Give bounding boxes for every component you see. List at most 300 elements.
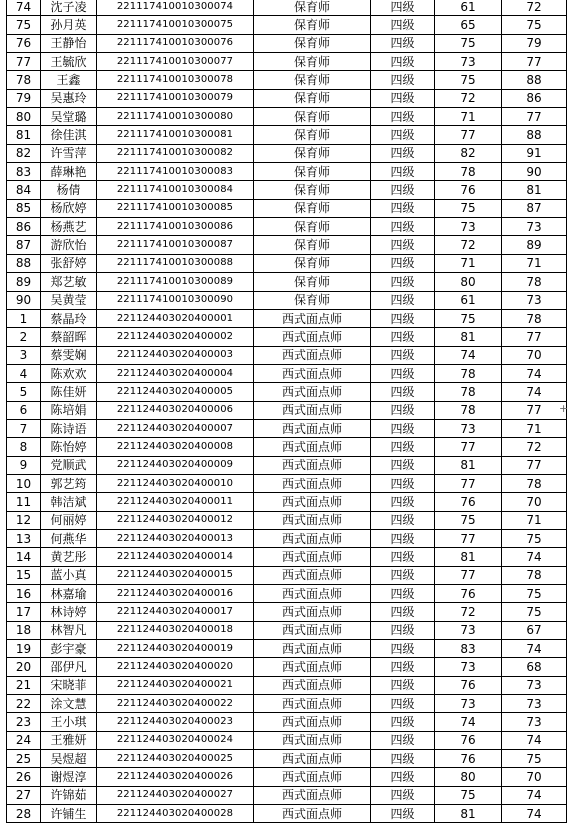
exam-id-cell[interactable]: 221124403020400020 [97,658,254,676]
occupation-cell[interactable]: 西式面点师 [254,456,371,474]
occupation-cell[interactable]: 西式面点师 [254,474,371,492]
exam-id-cell[interactable]: 221124403020400017 [97,603,254,621]
exam-id-cell[interactable]: 221124403020400019 [97,640,254,658]
theory-score-cell[interactable]: 76 [435,493,502,511]
skill-score-cell[interactable]: 77 [502,456,567,474]
exam-id-cell[interactable]: 221124403020400015 [97,566,254,584]
row-number-cell[interactable]: 17 [7,603,41,621]
row-number-cell[interactable]: 75 [7,16,41,34]
expand-plus-icon[interactable]: + [559,402,568,415]
theory-score-cell[interactable]: 78 [435,401,502,419]
skill-score-cell[interactable]: 72 [502,438,567,456]
skill-score-cell[interactable]: 70 [502,768,567,786]
row-number-cell[interactable]: 27 [7,786,41,804]
level-cell[interactable]: 四级 [371,713,435,731]
theory-score-cell[interactable]: 76 [435,750,502,768]
skill-score-cell[interactable]: 77 [502,401,567,419]
occupation-cell[interactable]: 西式面点师 [254,328,371,346]
exam-id-cell[interactable]: 221124403020400006 [97,401,254,419]
skill-score-cell[interactable]: 86 [502,89,567,107]
occupation-cell[interactable]: 西式面点师 [254,731,371,749]
name-cell[interactable]: 涂文慧 [41,695,97,713]
theory-score-cell[interactable]: 71 [435,108,502,126]
level-cell[interactable]: 四级 [371,493,435,511]
exam-id-cell[interactable]: 221117410010300082 [97,144,254,162]
theory-score-cell[interactable]: 78 [435,383,502,401]
name-cell[interactable]: 王毓欣 [41,53,97,71]
name-cell[interactable]: 徐佳淇 [41,126,97,144]
skill-score-cell[interactable]: 74 [502,383,567,401]
name-cell[interactable]: 宋晓菲 [41,676,97,694]
row-number-cell[interactable]: 88 [7,254,41,272]
occupation-cell[interactable]: 保育师 [254,0,371,16]
theory-score-cell[interactable]: 81 [435,805,502,823]
name-cell[interactable]: 游欣怡 [41,236,97,254]
name-cell[interactable]: 吴煜超 [41,750,97,768]
level-cell[interactable]: 四级 [371,309,435,327]
occupation-cell[interactable]: 保育师 [254,181,371,199]
theory-score-cell[interactable]: 73 [435,419,502,437]
level-cell[interactable]: 四级 [371,0,435,16]
theory-score-cell[interactable]: 73 [435,621,502,639]
row-number-cell[interactable]: 85 [7,199,41,217]
occupation-cell[interactable]: 保育师 [254,144,371,162]
occupation-cell[interactable]: 保育师 [254,126,371,144]
name-cell[interactable]: 薛琳艳 [41,163,97,181]
level-cell[interactable]: 四级 [371,144,435,162]
exam-id-cell[interactable]: 221124403020400024 [97,731,254,749]
name-cell[interactable]: 王雅妍 [41,731,97,749]
exam-id-cell[interactable]: 221117410010300086 [97,218,254,236]
level-cell[interactable]: 四级 [371,71,435,89]
row-number-cell[interactable]: 74 [7,0,41,16]
level-cell[interactable]: 四级 [371,53,435,71]
theory-score-cell[interactable]: 74 [435,346,502,364]
skill-score-cell[interactable]: 74 [502,364,567,382]
theory-score-cell[interactable]: 73 [435,658,502,676]
skill-score-cell[interactable]: 77 [502,108,567,126]
theory-score-cell[interactable]: 77 [435,529,502,547]
row-number-cell[interactable]: 82 [7,144,41,162]
exam-id-cell[interactable]: 221124403020400001 [97,309,254,327]
level-cell[interactable]: 四级 [371,34,435,52]
row-number-cell[interactable]: 86 [7,218,41,236]
occupation-cell[interactable]: 西式面点师 [254,548,371,566]
theory-score-cell[interactable]: 73 [435,53,502,71]
name-cell[interactable]: 蔡韶晖 [41,328,97,346]
row-number-cell[interactable]: 89 [7,273,41,291]
exam-id-cell[interactable]: 221124403020400010 [97,474,254,492]
level-cell[interactable]: 四级 [371,126,435,144]
occupation-cell[interactable]: 西式面点师 [254,695,371,713]
occupation-cell[interactable]: 保育师 [254,71,371,89]
occupation-cell[interactable]: 西式面点师 [254,566,371,584]
theory-score-cell[interactable]: 78 [435,364,502,382]
row-number-cell[interactable]: 22 [7,695,41,713]
theory-score-cell[interactable]: 73 [435,218,502,236]
skill-score-cell[interactable]: 74 [502,786,567,804]
name-cell[interactable]: 王鑫 [41,71,97,89]
exam-id-cell[interactable]: 221124403020400013 [97,529,254,547]
level-cell[interactable]: 四级 [371,750,435,768]
row-number-cell[interactable]: 11 [7,493,41,511]
skill-score-cell[interactable]: 70 [502,346,567,364]
name-cell[interactable]: 陈怡婷 [41,438,97,456]
skill-score-cell[interactable]: 77 [502,328,567,346]
theory-score-cell[interactable]: 75 [435,511,502,529]
theory-score-cell[interactable]: 80 [435,273,502,291]
occupation-cell[interactable]: 保育师 [254,53,371,71]
exam-id-cell[interactable]: 221117410010300074 [97,0,254,16]
row-number-cell[interactable]: 15 [7,566,41,584]
occupation-cell[interactable]: 保育师 [254,34,371,52]
name-cell[interactable]: 蔡雯娴 [41,346,97,364]
exam-id-cell[interactable]: 221117410010300078 [97,71,254,89]
theory-score-cell[interactable]: 80 [435,768,502,786]
exam-id-cell[interactable]: 221124403020400004 [97,364,254,382]
exam-id-cell[interactable]: 221124403020400028 [97,805,254,823]
exam-id-cell[interactable]: 221124403020400027 [97,786,254,804]
name-cell[interactable]: 杨欣婷 [41,199,97,217]
row-number-cell[interactable]: 21 [7,676,41,694]
level-cell[interactable]: 四级 [371,364,435,382]
theory-score-cell[interactable]: 72 [435,89,502,107]
name-cell[interactable]: 党顺武 [41,456,97,474]
exam-id-cell[interactable]: 221124403020400003 [97,346,254,364]
level-cell[interactable]: 四级 [371,621,435,639]
skill-score-cell[interactable]: 73 [502,218,567,236]
occupation-cell[interactable]: 西式面点师 [254,768,371,786]
exam-id-cell[interactable]: 221124403020400002 [97,328,254,346]
name-cell[interactable]: 王小琪 [41,713,97,731]
exam-id-cell[interactable]: 221124403020400016 [97,585,254,603]
skill-score-cell[interactable]: 89 [502,236,567,254]
occupation-cell[interactable]: 西式面点师 [254,529,371,547]
occupation-cell[interactable]: 西式面点师 [254,346,371,364]
theory-score-cell[interactable]: 77 [435,126,502,144]
name-cell[interactable]: 郑艺敏 [41,273,97,291]
name-cell[interactable]: 林嘉瑜 [41,585,97,603]
exam-id-cell[interactable]: 221117410010300084 [97,181,254,199]
level-cell[interactable]: 四级 [371,805,435,823]
theory-score-cell[interactable]: 61 [435,0,502,16]
occupation-cell[interactable]: 保育师 [254,108,371,126]
skill-score-cell[interactable]: 67 [502,621,567,639]
occupation-cell[interactable]: 保育师 [254,89,371,107]
level-cell[interactable]: 四级 [371,529,435,547]
name-cell[interactable]: 张舒婷 [41,254,97,272]
theory-score-cell[interactable]: 65 [435,16,502,34]
theory-score-cell[interactable]: 75 [435,34,502,52]
occupation-cell[interactable]: 西式面点师 [254,493,371,511]
row-number-cell[interactable]: 24 [7,731,41,749]
level-cell[interactable]: 四级 [371,108,435,126]
row-number-cell[interactable]: 83 [7,163,41,181]
name-cell[interactable]: 黄艺彤 [41,548,97,566]
exam-id-cell[interactable]: 221117410010300080 [97,108,254,126]
level-cell[interactable]: 四级 [371,218,435,236]
occupation-cell[interactable]: 西式面点师 [254,438,371,456]
row-number-cell[interactable]: 84 [7,181,41,199]
theory-score-cell[interactable]: 81 [435,328,502,346]
row-number-cell[interactable]: 25 [7,750,41,768]
theory-score-cell[interactable]: 73 [435,695,502,713]
exam-id-cell[interactable]: 221117410010300085 [97,199,254,217]
level-cell[interactable]: 四级 [371,474,435,492]
exam-id-cell[interactable]: 221124403020400011 [97,493,254,511]
skill-score-cell[interactable]: 78 [502,309,567,327]
theory-score-cell[interactable]: 74 [435,713,502,731]
occupation-cell[interactable]: 西式面点师 [254,511,371,529]
occupation-cell[interactable]: 西式面点师 [254,383,371,401]
row-number-cell[interactable]: 19 [7,640,41,658]
row-number-cell[interactable]: 78 [7,71,41,89]
theory-score-cell[interactable]: 78 [435,163,502,181]
level-cell[interactable]: 四级 [371,585,435,603]
name-cell[interactable]: 吴黄莹 [41,291,97,309]
level-cell[interactable]: 四级 [371,291,435,309]
exam-id-cell[interactable]: 221124403020400005 [97,383,254,401]
theory-score-cell[interactable]: 71 [435,254,502,272]
row-number-cell[interactable]: 20 [7,658,41,676]
occupation-cell[interactable]: 保育师 [254,163,371,181]
skill-score-cell[interactable]: 78 [502,474,567,492]
exam-id-cell[interactable]: 221124403020400026 [97,768,254,786]
row-number-cell[interactable]: 3 [7,346,41,364]
name-cell[interactable]: 林智凡 [41,621,97,639]
row-number-cell[interactable]: 80 [7,108,41,126]
theory-score-cell[interactable]: 72 [435,236,502,254]
exam-id-cell[interactable]: 221124403020400021 [97,676,254,694]
name-cell[interactable]: 韩洁斌 [41,493,97,511]
row-number-cell[interactable]: 8 [7,438,41,456]
theory-score-cell[interactable]: 76 [435,731,502,749]
level-cell[interactable]: 四级 [371,731,435,749]
skill-score-cell[interactable]: 75 [502,750,567,768]
name-cell[interactable]: 孙月英 [41,16,97,34]
name-cell[interactable]: 陈欢欢 [41,364,97,382]
row-number-cell[interactable]: 12 [7,511,41,529]
occupation-cell[interactable]: 西式面点师 [254,603,371,621]
occupation-cell[interactable]: 保育师 [254,254,371,272]
skill-score-cell[interactable]: 71 [502,419,567,437]
level-cell[interactable]: 四级 [371,768,435,786]
exam-id-cell[interactable]: 221124403020400014 [97,548,254,566]
occupation-cell[interactable]: 西式面点师 [254,676,371,694]
level-cell[interactable]: 四级 [371,658,435,676]
level-cell[interactable]: 四级 [371,401,435,419]
name-cell[interactable]: 许雪萍 [41,144,97,162]
row-number-cell[interactable]: 9 [7,456,41,474]
level-cell[interactable]: 四级 [371,603,435,621]
skill-score-cell[interactable]: 70 [502,493,567,511]
name-cell[interactable]: 许铺生 [41,805,97,823]
exam-id-cell[interactable]: 221117410010300081 [97,126,254,144]
exam-id-cell[interactable]: 221117410010300077 [97,53,254,71]
exam-id-cell[interactable]: 221117410010300079 [97,89,254,107]
skill-score-cell[interactable]: 78 [502,566,567,584]
skill-score-cell[interactable]: 74 [502,805,567,823]
row-number-cell[interactable]: 79 [7,89,41,107]
skill-score-cell[interactable]: 71 [502,511,567,529]
theory-score-cell[interactable]: 75 [435,71,502,89]
exam-id-cell[interactable]: 221117410010300076 [97,34,254,52]
row-number-cell[interactable]: 7 [7,419,41,437]
level-cell[interactable]: 四级 [371,456,435,474]
occupation-cell[interactable]: 西式面点师 [254,658,371,676]
theory-score-cell[interactable]: 75 [435,309,502,327]
row-number-cell[interactable]: 6 [7,401,41,419]
theory-score-cell[interactable]: 77 [435,566,502,584]
skill-score-cell[interactable]: 75 [502,603,567,621]
level-cell[interactable]: 四级 [371,254,435,272]
theory-score-cell[interactable]: 82 [435,144,502,162]
name-cell[interactable]: 陈佳妍 [41,383,97,401]
theory-score-cell[interactable]: 83 [435,640,502,658]
name-cell[interactable]: 蔡晶玲 [41,309,97,327]
row-number-cell[interactable]: 76 [7,34,41,52]
occupation-cell[interactable]: 保育师 [254,273,371,291]
skill-score-cell[interactable]: 88 [502,71,567,89]
level-cell[interactable]: 四级 [371,273,435,291]
name-cell[interactable]: 蓝小真 [41,566,97,584]
skill-score-cell[interactable]: 72 [502,0,567,16]
skill-score-cell[interactable]: 75 [502,16,567,34]
occupation-cell[interactable]: 西式面点师 [254,309,371,327]
row-number-cell[interactable]: 2 [7,328,41,346]
name-cell[interactable]: 杨燕艺 [41,218,97,236]
theory-score-cell[interactable]: 61 [435,291,502,309]
name-cell[interactable]: 吴惠玲 [41,89,97,107]
skill-score-cell[interactable]: 77 [502,53,567,71]
theory-score-cell[interactable]: 81 [435,548,502,566]
skill-score-cell[interactable]: 88 [502,126,567,144]
theory-score-cell[interactable]: 77 [435,438,502,456]
row-number-cell[interactable]: 16 [7,585,41,603]
occupation-cell[interactable]: 保育师 [254,236,371,254]
theory-score-cell[interactable]: 75 [435,199,502,217]
name-cell[interactable]: 林诗婷 [41,603,97,621]
level-cell[interactable]: 四级 [371,328,435,346]
skill-score-cell[interactable]: 81 [502,181,567,199]
occupation-cell[interactable]: 西式面点师 [254,640,371,658]
occupation-cell[interactable]: 西式面点师 [254,713,371,731]
theory-score-cell[interactable]: 77 [435,474,502,492]
exam-id-cell[interactable]: 221124403020400022 [97,695,254,713]
skill-score-cell[interactable]: 73 [502,676,567,694]
exam-id-cell[interactable]: 221117410010300087 [97,236,254,254]
level-cell[interactable]: 四级 [371,383,435,401]
level-cell[interactable]: 四级 [371,181,435,199]
level-cell[interactable]: 四级 [371,566,435,584]
occupation-cell[interactable]: 保育师 [254,291,371,309]
occupation-cell[interactable]: 保育师 [254,199,371,217]
row-number-cell[interactable]: 1 [7,309,41,327]
level-cell[interactable]: 四级 [371,640,435,658]
level-cell[interactable]: 四级 [371,163,435,181]
level-cell[interactable]: 四级 [371,199,435,217]
exam-id-cell[interactable]: 221117410010300089 [97,273,254,291]
name-cell[interactable]: 王静怡 [41,34,97,52]
skill-score-cell[interactable]: 78 [502,273,567,291]
level-cell[interactable]: 四级 [371,548,435,566]
occupation-cell[interactable]: 保育师 [254,218,371,236]
row-number-cell[interactable]: 87 [7,236,41,254]
skill-score-cell[interactable]: 73 [502,713,567,731]
exam-id-cell[interactable]: 221124403020400023 [97,713,254,731]
row-number-cell[interactable]: 90 [7,291,41,309]
level-cell[interactable]: 四级 [371,786,435,804]
name-cell[interactable]: 沈子凌 [41,0,97,16]
skill-score-cell[interactable]: 74 [502,731,567,749]
occupation-cell[interactable]: 西式面点师 [254,364,371,382]
skill-score-cell[interactable]: 73 [502,695,567,713]
name-cell[interactable]: 陈诗语 [41,419,97,437]
level-cell[interactable]: 四级 [371,438,435,456]
skill-score-cell[interactable]: 73 [502,291,567,309]
occupation-cell[interactable]: 西式面点师 [254,805,371,823]
exam-id-cell[interactable]: 221124403020400007 [97,419,254,437]
exam-id-cell[interactable]: 221124403020400009 [97,456,254,474]
level-cell[interactable]: 四级 [371,511,435,529]
exam-id-cell[interactable]: 221124403020400012 [97,511,254,529]
skill-score-cell[interactable]: 87 [502,199,567,217]
occupation-cell[interactable]: 保育师 [254,16,371,34]
skill-score-cell[interactable]: 79 [502,34,567,52]
level-cell[interactable]: 四级 [371,89,435,107]
level-cell[interactable]: 四级 [371,419,435,437]
theory-score-cell[interactable]: 72 [435,603,502,621]
row-number-cell[interactable]: 14 [7,548,41,566]
skill-score-cell[interactable]: 75 [502,529,567,547]
theory-score-cell[interactable]: 76 [435,181,502,199]
theory-score-cell[interactable]: 76 [435,585,502,603]
row-number-cell[interactable]: 18 [7,621,41,639]
name-cell[interactable]: 吴堂璐 [41,108,97,126]
row-number-cell[interactable]: 4 [7,364,41,382]
row-number-cell[interactable]: 13 [7,529,41,547]
occupation-cell[interactable]: 西式面点师 [254,750,371,768]
name-cell[interactable]: 谢煜淳 [41,768,97,786]
row-number-cell[interactable]: 10 [7,474,41,492]
occupation-cell[interactable]: 西式面点师 [254,786,371,804]
level-cell[interactable]: 四级 [371,346,435,364]
skill-score-cell[interactable]: 91 [502,144,567,162]
theory-score-cell[interactable]: 75 [435,786,502,804]
skill-score-cell[interactable]: 74 [502,548,567,566]
occupation-cell[interactable]: 西式面点师 [254,401,371,419]
name-cell[interactable]: 彭宇豪 [41,640,97,658]
theory-score-cell[interactable]: 81 [435,456,502,474]
skill-score-cell[interactable]: 75 [502,585,567,603]
row-number-cell[interactable]: 23 [7,713,41,731]
occupation-cell[interactable]: 西式面点师 [254,585,371,603]
row-number-cell[interactable]: 28 [7,805,41,823]
name-cell[interactable]: 何燕华 [41,529,97,547]
level-cell[interactable]: 四级 [371,695,435,713]
level-cell[interactable]: 四级 [371,236,435,254]
name-cell[interactable]: 陈培娟 [41,401,97,419]
exam-id-cell[interactable]: 221124403020400025 [97,750,254,768]
exam-id-cell[interactable]: 221117410010300090 [97,291,254,309]
exam-id-cell[interactable]: 221117410010300075 [97,16,254,34]
exam-id-cell[interactable]: 221117410010300088 [97,254,254,272]
row-number-cell[interactable]: 26 [7,768,41,786]
level-cell[interactable]: 四级 [371,676,435,694]
row-number-cell[interactable]: 81 [7,126,41,144]
skill-score-cell[interactable]: 74 [502,640,567,658]
name-cell[interactable]: 邵伊凡 [41,658,97,676]
